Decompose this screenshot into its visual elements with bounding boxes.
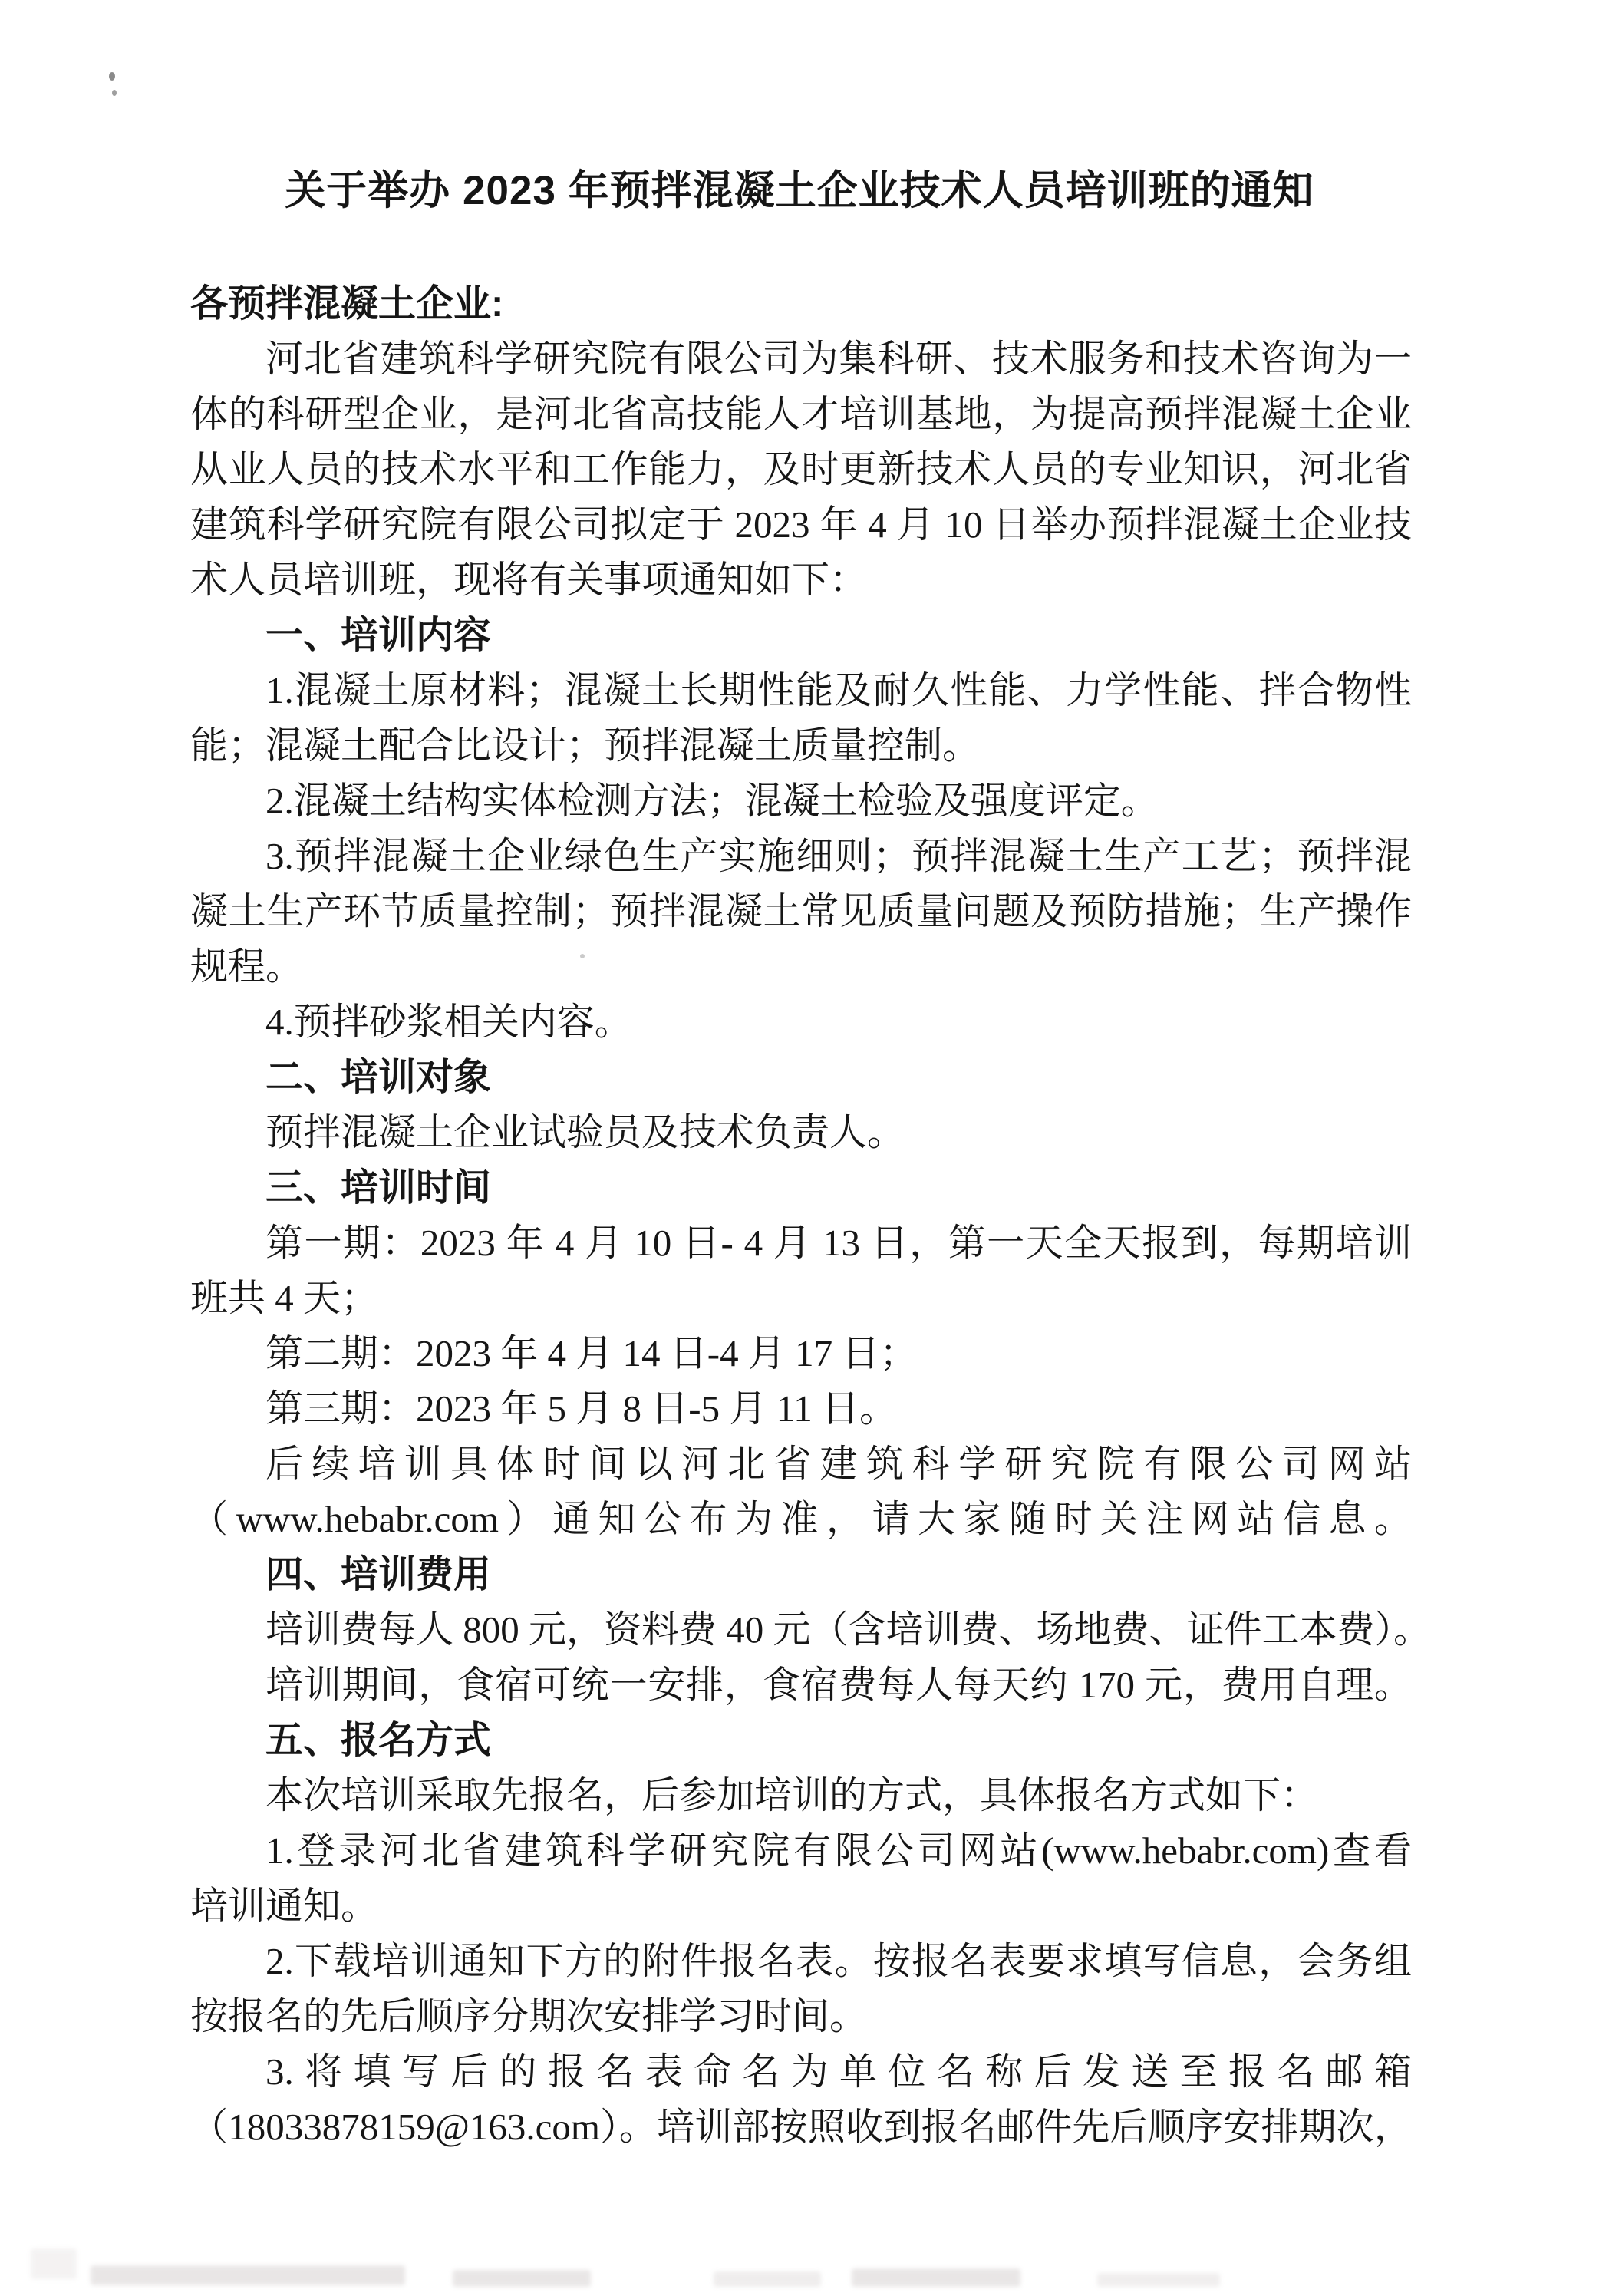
notice-line-27: 本次培训采取先报名，后参加培训的方式，具体报名方式如下： (265, 1774, 1319, 1816)
notice-line-17: 第一期：2023 年 4 月 10 日- 4 月 13 日，第一天全天报到，每期培训 (265, 1222, 1412, 1264)
notice-line-20: 第三期：2023 年 5 月 8 日-5 月 11 日。 (265, 1387, 897, 1430)
notice-line-18: 班共 4 天； (190, 1277, 379, 1319)
notice-line-2: 体的科研型企业，是河北省高技能人才培训基地，为提高预拌混凝土企业 (190, 393, 1412, 435)
notice-line-6: 一、培训内容 (265, 615, 492, 656)
scan-smudge (91, 2265, 405, 2285)
notice-line-24: 培训费每人 800 元，资料费 40 元（含培训费、场地费、证件工本费）。 (265, 1608, 1432, 1651)
scan-speck (580, 954, 585, 958)
scan-smudge (714, 2271, 821, 2287)
notice-line-33: （18033878159@163.com）。培训部按照收到报名邮件先后顺序安排期次， (190, 2106, 1412, 2148)
notice-line-22: （www.hebabr.com）通知公布为准，请大家随时关注网站信息。 (190, 1498, 1412, 1540)
notice-line-3: 从业人员的技术水平和工作能力，及时更新技术人员的专业知识，河北省 (190, 448, 1412, 490)
scan-smudge (31, 2248, 77, 2279)
notice-line-26: 五、报名方式 (265, 1720, 492, 1761)
notice-line-15: 预拌混凝土企业试验员及技术负责人。 (265, 1111, 905, 1153)
notice-line-1: 河北省建筑科学研究院有限公司为集科研、技术服务和技术咨询为一 (265, 338, 1412, 380)
scan-speck (109, 72, 115, 81)
notice-line-25: 培训期间，食宿可统一安排，食宿费每人每天约 170 元，费用自理。 (265, 1664, 1412, 1706)
notice-line-30: 2.下载培训通知下方的附件报名表。按报名表要求填写信息，会务组 (265, 1940, 1412, 1982)
notice-line-9: 2.混凝土结构实体检测方法；混凝土检验及强度评定。 (265, 780, 1159, 822)
notice-line-11: 凝土生产环节质量控制；预拌混凝土常见质量问题及预防措施；生产操作 (190, 890, 1412, 932)
notice-body (190, 276, 1432, 2155)
scan-smudge (852, 2268, 1020, 2287)
notice-line-23: 四、培训费用 (265, 1554, 492, 1595)
notice-line-4: 建筑科学研究院有限公司拟定于 2023 年 4 月 10 日举办预拌混凝土企业技 (190, 503, 1412, 546)
scan-speck (112, 90, 117, 96)
notice-line-21: 后续培训具体时间以河北省建筑科学研究院有限公司网站 (265, 1443, 1412, 1485)
scan-smudge (453, 2270, 591, 2287)
notice-line-8: 能；混凝土配合比设计；预拌混凝土质量控制。 (190, 724, 981, 767)
notice-line-13: 4.预拌砂浆相关内容。 (265, 1001, 632, 1043)
notice-line-29: 培训通知。 (190, 1885, 379, 1927)
notice-line-31: 按报名的先后顺序分期次安排学习时间。 (190, 1995, 868, 2037)
notice-line-16: 三、培训时间 (265, 1167, 492, 1209)
scan-smudge (1097, 2273, 1220, 2287)
notice-line-32: 3.将填写后的报名表命名为单位名称后发送至报名邮箱 (265, 2050, 1412, 2093)
notice-line-28: 1.登录河北省建筑科学研究院有限公司网站(www.hebabr.com)查看 (265, 1829, 1412, 1872)
notice-line-5: 术人员培训班，现将有关事项通知如下： (190, 559, 868, 601)
notice-line-19: 第二期：2023 年 4 月 14 日-4 月 17 日； (265, 1332, 918, 1374)
notice-line-12: 规程。 (190, 945, 304, 988)
notice-line-14: 二、培训对象 (265, 1057, 492, 1098)
notice-title: 关于举办 2023 年预拌混凝土企业技术人员培训班的通知 (285, 168, 1314, 213)
salutation-line: 各预拌混凝土企业: (190, 283, 504, 325)
notice-line-10: 3.预拌混凝土企业绿色生产实施细则；预拌混凝土生产工艺；预拌混 (265, 835, 1412, 877)
notice-line-7: 1.混凝土原材料；混凝土长期性能及耐久性能、力学性能、拌合物性 (265, 669, 1412, 711)
